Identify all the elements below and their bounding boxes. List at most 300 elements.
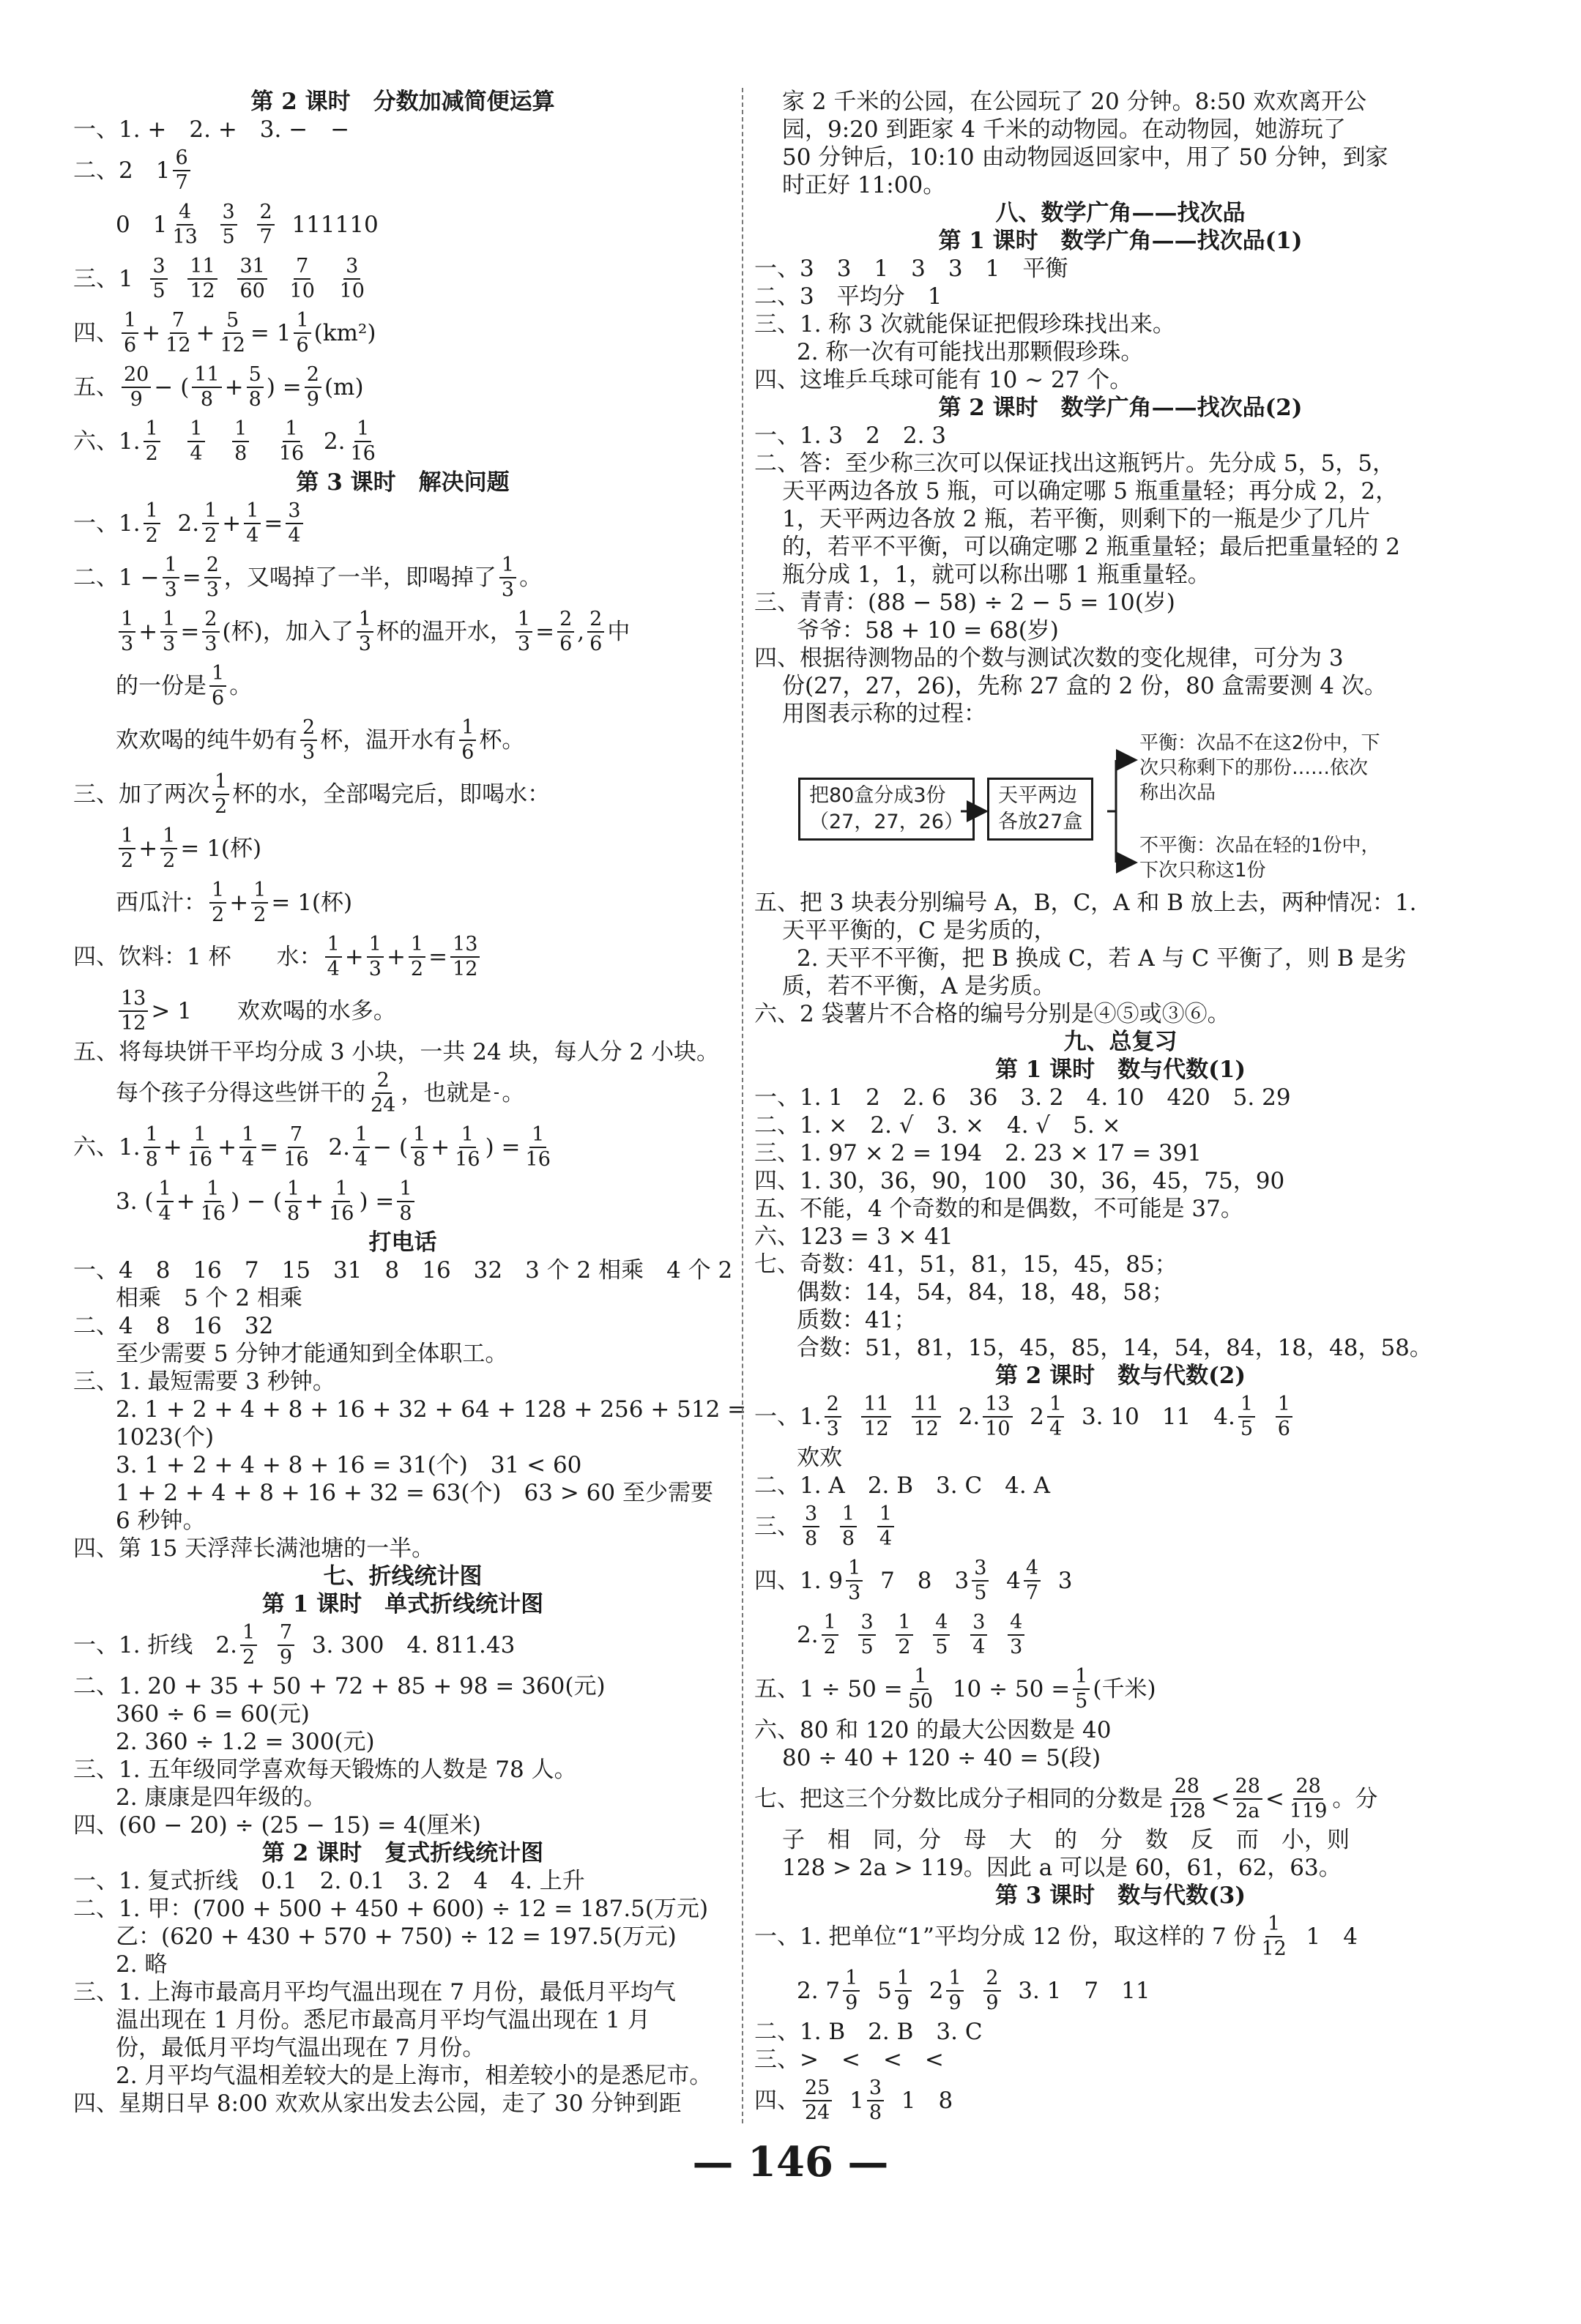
answer-line: 二、1 − $\frac{1}{3}$ = $\frac{2}{3}$ ，又喝掉了一半，即喝掉了 $\frac{1}{3}$ 。 xyxy=(73,554,543,601)
answer-text: ) = xyxy=(485,1134,521,1161)
answer-line xyxy=(73,144,732,198)
answer-text: 四、1. 9 xyxy=(754,1568,844,1594)
weighing-flowchart xyxy=(754,731,1487,884)
fraction xyxy=(232,417,249,466)
denominator: 7 xyxy=(259,226,272,248)
answer-text: 二、1 − xyxy=(73,565,160,591)
fraction xyxy=(557,608,574,656)
answer-text: 三、1 xyxy=(73,266,133,292)
numerator: 13 xyxy=(450,933,480,958)
fraction xyxy=(288,255,317,303)
answer-text: 四、饮料：1 杯 水： xyxy=(73,944,322,970)
denominator: 3 xyxy=(121,633,134,655)
section-heading xyxy=(754,199,1487,227)
numerator: 1 xyxy=(160,824,177,849)
fraction xyxy=(494,1092,499,1094)
fraction xyxy=(119,824,135,873)
denominator: 8 xyxy=(234,442,248,465)
denominator: 6 xyxy=(461,741,475,764)
flow-box-weigh: 天平两边 各放27盒 xyxy=(987,778,1093,841)
fraction xyxy=(163,309,193,357)
numerator: 3 xyxy=(858,1611,875,1636)
answer-line xyxy=(73,1256,732,1284)
denominator: 3 xyxy=(302,741,316,764)
answer-line xyxy=(754,1251,1487,1278)
answer-text: 四、第 15 天浮萍长满池塘的一半。 xyxy=(73,1535,435,1562)
numerator: 1 xyxy=(144,499,160,524)
denominator: 2 xyxy=(410,958,424,980)
answer-line xyxy=(754,477,1487,505)
denominator: 3 xyxy=(206,578,219,601)
numerator: 2 xyxy=(300,716,317,741)
answer-line xyxy=(754,1278,1487,1306)
answer-line xyxy=(754,672,1487,700)
denominator: 8 xyxy=(248,388,261,411)
fraction xyxy=(187,255,217,303)
denominator: 3 xyxy=(358,633,371,655)
fraction xyxy=(119,608,135,656)
answer-text: > 1 欢欢喝的水多。 xyxy=(151,998,396,1024)
fraction xyxy=(933,1611,950,1659)
section-heading xyxy=(73,1590,732,1618)
fraction xyxy=(822,1611,838,1659)
numerator: 1 xyxy=(294,309,310,334)
answer-text: 一、1. 把单位“1”平均分成 12 份，取这样的 7 份 xyxy=(754,1923,1257,1950)
numerator: 28 xyxy=(1172,1775,1202,1800)
answer-text: 份(27，27，26)，先称 27 盒的 2 份，80 盒需要测 4 次。 xyxy=(782,673,1387,699)
denominator: 13 xyxy=(172,226,198,248)
answer-text: (千米) xyxy=(1093,1676,1156,1702)
fraction xyxy=(1259,1913,1288,1961)
fraction xyxy=(353,1123,370,1172)
answer-line xyxy=(73,1618,732,1672)
numerator: 2 xyxy=(983,1967,1000,1992)
answer-text: 三、1. 97 × 2 = 194 2. 23 × 17 = 391 xyxy=(754,1140,1202,1166)
answer-text: 质，若不平衡，A 是劣质。 xyxy=(782,973,1056,999)
answer-text: 子 相 同，分 母 大 的 分 数 反 而 小，则 xyxy=(782,1827,1350,1853)
answer-line xyxy=(754,700,1487,728)
denominator: 4 xyxy=(288,524,301,547)
answer-text: 3. ( xyxy=(116,1188,154,1215)
answer-text: 3. 10 11 4. xyxy=(1081,1404,1235,1430)
answer-text: 乙：(620 + 430 + 570 + 750) ÷ 12 = 197.5(万元) xyxy=(116,1923,677,1950)
numerator: 1 xyxy=(516,608,532,633)
numerator: 11 xyxy=(187,255,217,280)
numerator: 1 xyxy=(240,1621,257,1646)
fraction xyxy=(144,1123,160,1172)
denominator: 60 xyxy=(239,280,265,302)
answer-text: 六、123 = 3 × 41 xyxy=(754,1224,953,1250)
answer-line xyxy=(73,2090,732,2118)
fraction xyxy=(187,417,204,466)
answer-text: (km²) xyxy=(313,320,376,346)
fraction xyxy=(983,1967,1000,2015)
answer-text: ) − ( xyxy=(231,1188,282,1215)
fraction xyxy=(220,201,237,249)
answer-line: 五、 $\frac{20}{9}$ − ( $\frac{11}{8}$ + $\frac{5}{8}$ ) = $\frac{2}{9}$ (m) xyxy=(73,363,364,411)
section-heading xyxy=(754,394,1487,422)
answer-text: 至少需要 5 分钟才能通知到全体职工。 xyxy=(116,1341,508,1367)
fraction xyxy=(803,1502,819,1551)
answer-text: 相乘 5 个 2 相乘 xyxy=(116,1285,303,1311)
denominator: 6 xyxy=(296,334,309,357)
answer-text: 一、1. xyxy=(754,1404,822,1430)
fraction xyxy=(150,255,167,303)
fraction xyxy=(367,933,384,981)
answer-line xyxy=(754,450,1487,477)
answer-text: 一、1. 3 2 2. 3 xyxy=(754,422,947,449)
answer-text: 128 > 2a > 119。因此 a 可以是 60，61，62，63。 xyxy=(782,1855,1342,1881)
answer-line: 每个孩子分得这些饼干的 $\frac{2}{24}$ ，也就是 。 xyxy=(116,1069,525,1117)
answer-text: 1 4 xyxy=(1306,1923,1358,1950)
fraction xyxy=(970,1611,987,1659)
denominator: 5 xyxy=(1240,1418,1254,1440)
denominator: 50 xyxy=(907,1690,934,1713)
answer-line xyxy=(73,2062,732,2090)
section-heading xyxy=(754,1882,1487,1910)
answer-line xyxy=(73,1479,732,1507)
numerator: 1 xyxy=(1265,1913,1282,1937)
numerator: 4 xyxy=(1024,1557,1041,1582)
heading-text: 第 2 课时 数与代数(2) xyxy=(994,1363,1246,1389)
numerator: 2 xyxy=(257,201,274,226)
fraction xyxy=(895,1967,912,2015)
fraction xyxy=(122,309,138,357)
answer-text: 三、> < < < xyxy=(754,2046,944,2073)
denominator: 5 xyxy=(1075,1690,1088,1713)
answer-line: 七、把这三个分数比成分子相同的分数是 $\frac{28}{128}$ < $\frac{28}{2a}$ < $\frac{28}{119}$ 。分 xyxy=(754,1775,1378,1822)
fraction xyxy=(912,1393,941,1441)
numerator: 3 xyxy=(150,255,167,280)
fraction xyxy=(1276,1393,1292,1441)
answer-text: 园，9:20 到距家 4 千米的动物园。在动物园，她游玩了 xyxy=(782,116,1346,143)
answer-text: 六、2 袋薯片不合格的编号分别是④⑤或③⑥。 xyxy=(754,1001,1230,1027)
answer-text: 家 2 千米的公园，在公园玩了 20 分钟。8:50 欢欢离开公 xyxy=(782,89,1367,115)
answer-text: 三、1. 五年级同学喜欢每天锻炼的人数是 78 人。 xyxy=(73,1757,577,1783)
answer-line xyxy=(73,1728,732,1756)
answer-line xyxy=(73,767,732,822)
denominator: 6 xyxy=(1277,1418,1290,1440)
answer-text: 7 8 3 xyxy=(880,1568,970,1594)
answer-line xyxy=(754,1910,1487,1964)
answer-line xyxy=(73,1895,732,1923)
denominator: 9 xyxy=(948,1992,961,2014)
denominator: 8 xyxy=(145,1148,158,1171)
fraction xyxy=(1024,1557,1041,1605)
answer-line xyxy=(754,1854,1487,1882)
numerator: 1 xyxy=(333,1177,350,1202)
answer-text: 时正好 11:00。 xyxy=(782,172,946,198)
answer-line xyxy=(754,283,1487,310)
numerator: 1 xyxy=(840,1502,857,1527)
fraction xyxy=(305,363,321,411)
fraction xyxy=(240,1621,257,1669)
answer-text: 七、把这三个分数比成分子相同的分数是 xyxy=(754,1786,1163,1812)
numerator: 7 xyxy=(278,1621,294,1646)
answer-line xyxy=(754,2018,1487,2046)
denominator: 6 xyxy=(212,687,225,710)
answer-line xyxy=(754,2046,1487,2074)
denominator: 12 xyxy=(863,1418,889,1440)
numerator: 13 xyxy=(119,987,148,1012)
numerator: 1 xyxy=(877,1502,894,1527)
answer-line xyxy=(754,505,1487,533)
answer-text: = 1(杯) xyxy=(271,890,353,916)
answer-line xyxy=(73,1700,732,1728)
answer-line xyxy=(73,2006,732,2034)
answer-text: 用图表示称的过程： xyxy=(782,701,986,727)
answer-line xyxy=(754,1744,1487,1772)
denominator: 3 xyxy=(501,578,515,601)
fraction xyxy=(285,1177,302,1226)
numerator: 13 xyxy=(983,1393,1012,1418)
answer-text: 3. 1 + 2 + 4 + 8 + 16 = 31(个) 31 < 60 xyxy=(116,1452,582,1478)
numerator: 2 xyxy=(587,608,604,633)
numerator: 28 xyxy=(1233,1775,1262,1800)
fraction xyxy=(877,1502,894,1551)
heading-text: 第 2 课时 复式折线统计图 xyxy=(261,1840,544,1866)
answer-text: 份，最低月平均气温出现在 7 月份。 xyxy=(116,2035,486,2061)
numerator: 1 xyxy=(232,417,249,442)
answer-text: 七、奇数：41，51，81，15，45，85； xyxy=(754,1251,1178,1278)
answer-text: 杯的水，全部喝完后，即喝水： xyxy=(232,781,551,808)
answer-text: 一、1. xyxy=(73,510,141,537)
answer-text: 2. 360 ÷ 1.2 = 300(元) xyxy=(116,1729,375,1755)
fraction xyxy=(867,2077,884,2125)
numerator: 1 xyxy=(251,879,268,904)
answer-line xyxy=(754,533,1487,561)
denominator: 4 xyxy=(246,524,259,547)
section-heading xyxy=(73,1229,732,1256)
numerator: 1 xyxy=(1047,1393,1064,1418)
denominator: 12 xyxy=(453,958,478,980)
answer-text: 3 xyxy=(1057,1568,1073,1594)
answer-line xyxy=(754,561,1487,589)
answer-text: 合数：51，81，15，45，85，14，54，84，18，48，58。 xyxy=(797,1335,1432,1361)
answer-line xyxy=(73,1507,732,1535)
section-heading xyxy=(73,1839,732,1867)
numerator xyxy=(494,1092,499,1094)
heading-text: 第 3 课时 数与代数(3) xyxy=(994,1882,1246,1909)
answer-line xyxy=(754,1444,1487,1472)
denominator: 6 xyxy=(559,633,573,655)
numerator: 2 xyxy=(305,363,321,388)
answer-text: 二、4 8 16 32 xyxy=(73,1313,274,1339)
answer-text: 1 + 2 + 4 + 8 + 16 + 32 = 63(个) 63 > 60 至少需要 xyxy=(116,1480,713,1506)
denominator: 3 xyxy=(204,633,217,655)
answer-text: 2 xyxy=(1030,1404,1045,1430)
denominator: 8 xyxy=(868,2101,882,2124)
answer-line xyxy=(73,2034,732,2062)
denominator: 10 xyxy=(985,1418,1011,1440)
numerator: 1 xyxy=(499,554,516,578)
denominator: 7 xyxy=(1025,1582,1039,1604)
numerator: 1 xyxy=(896,1611,912,1636)
denominator: 10 xyxy=(289,280,315,302)
fraction xyxy=(858,1611,875,1659)
answer-text: 三、1. 上海市最高月平均气温出现在 7 月份，最低月平均气 xyxy=(73,1979,676,2005)
fraction xyxy=(348,417,377,466)
answer-line xyxy=(754,171,1487,199)
answer-line xyxy=(754,1826,1487,1854)
numerator: 3 xyxy=(803,1502,819,1527)
fraction xyxy=(185,1123,215,1172)
denominator: 6 xyxy=(589,633,603,655)
numerator: 1 xyxy=(1276,1393,1292,1418)
answer-text: 五、 xyxy=(73,374,119,401)
fraction xyxy=(212,770,229,819)
denominator: 8 xyxy=(805,1527,818,1550)
answer-line xyxy=(754,1084,1487,1111)
answer-text: 杯。 xyxy=(479,727,525,753)
answer-text: 2. xyxy=(177,510,200,537)
answer-text: 1 xyxy=(849,2087,864,2114)
answer-text: 四、(60 − 20) ÷ (25 − 15) = 4(厘米) xyxy=(73,1812,481,1839)
numerator: 5 xyxy=(224,309,241,334)
fraction xyxy=(453,1123,482,1172)
denominator: 16 xyxy=(278,442,305,465)
denominator: 2 xyxy=(242,1646,256,1669)
answer-text: 4 xyxy=(1006,1568,1021,1594)
answer-text: 五、不能，4 个奇数的和是偶数，不可能是 37。 xyxy=(754,1196,1243,1222)
fraction xyxy=(499,554,516,602)
answer-line xyxy=(754,1139,1487,1167)
fraction xyxy=(1233,1775,1262,1823)
answer-text: 六、1. xyxy=(73,1134,141,1161)
answer-line xyxy=(754,1554,1487,1608)
numerator: 2 xyxy=(825,1393,841,1418)
answer-line xyxy=(73,252,732,306)
answer-line xyxy=(73,198,732,252)
numerator: 3 xyxy=(867,2077,884,2101)
numerator: 1 xyxy=(822,1611,838,1636)
answer-line xyxy=(754,889,1487,917)
answer-line xyxy=(754,617,1487,644)
denominator: 16 xyxy=(187,1148,213,1171)
answer-line xyxy=(754,1472,1487,1500)
answer-text: 四、根据待测物品的个数与测试次数的变化规律，可分为 3 xyxy=(754,645,1344,671)
answer-text: 2. 天平不平衡，把 B 换成 C，若 A 与 C 平衡了，则 B 是劣 xyxy=(797,945,1407,972)
denominator: 9 xyxy=(279,1646,293,1669)
answer-line xyxy=(73,1867,732,1895)
left-column xyxy=(73,88,747,2118)
numerator: 3 xyxy=(343,255,360,280)
answer-line xyxy=(73,1038,732,1066)
denominator: 16 xyxy=(350,442,376,465)
numerator: 20 xyxy=(122,363,151,388)
answer-text: 2 xyxy=(929,1978,944,2004)
fraction xyxy=(524,1123,553,1172)
answer-line: $\frac{1}{3}$ + $\frac{1}{3}$ = $\frac{2}{3}$ (杯)，加入了 $\frac{1}{3}$ 杯的温开水， $\frac{1}{3}$ = $\frac{2}{6}$ , $\frac{2}{6}$ 中 xyxy=(73,605,732,659)
denominator: 2 xyxy=(212,904,225,926)
denominator: 4 xyxy=(242,1148,255,1171)
answer-text: 10 ÷ 50 = xyxy=(952,1676,1071,1702)
heading-text: 七、折线统计图 xyxy=(323,1563,483,1590)
denominator: 2 xyxy=(215,795,228,818)
fraction xyxy=(144,417,160,466)
numerator: 1 xyxy=(325,933,342,958)
fraction xyxy=(239,1123,256,1172)
answer-text: 2. 月平均气温相差较大的是上海市，相差较小的是悉尼市。 xyxy=(116,2063,713,2089)
answer-text: 的，若平不平衡，可以确定哪 2 瓶重量轻；最后把重量轻的 2 xyxy=(782,534,1401,560)
answer-line xyxy=(73,1978,732,2006)
numerator: 7 xyxy=(288,1123,305,1148)
answer-text: ) = xyxy=(359,1188,395,1215)
answer-text: (杯)，加入了 xyxy=(222,619,354,645)
fraction xyxy=(122,363,151,411)
section-heading xyxy=(754,1362,1487,1390)
answer-text: 1 8 xyxy=(901,2087,953,2114)
answer-line xyxy=(754,1964,1487,2018)
section-heading xyxy=(754,1056,1487,1084)
denominator: 16 xyxy=(525,1148,551,1171)
answer-line xyxy=(73,984,732,1038)
answer-line: 六、1. $\frac{1}{8}$ + $\frac{1}{16}$ + $\frac{1}{4}$ = $\frac{7}{16}$ 2. $\frac{1}{4}$ − ( $\frac{1}{8}$ + $\frac{1}{16}$ ) = $\frac{1}{16}$ xyxy=(73,1120,732,1174)
numerator: 1 xyxy=(529,1123,546,1148)
answer-line xyxy=(754,144,1487,171)
answer-text: − ( xyxy=(373,1134,409,1161)
fraction xyxy=(218,309,248,357)
denominator: 8 xyxy=(841,1527,855,1550)
fraction xyxy=(587,608,604,656)
answer-line xyxy=(73,1368,732,1396)
answer-text: 3. 300 4. 811.43 xyxy=(311,1632,516,1658)
answer-text: 三、1. 称 3 次就能保证把假珍珠找出来。 xyxy=(754,311,1175,338)
denominator: 2 xyxy=(204,524,217,547)
answer-text: = 1(杯) xyxy=(180,835,262,862)
numerator: 1 xyxy=(144,417,160,442)
answer-text: 瓶分成 1，1，就可以称出哪 1 瓶重量轻。 xyxy=(782,562,1210,588)
answer-text: 爷爷：58 + 10 = 68(岁) xyxy=(797,617,1059,644)
flow-box-split: 把80盒分成3份 （27，27，26） xyxy=(798,778,975,841)
column-divider xyxy=(742,88,745,2123)
fraction xyxy=(198,1177,228,1226)
answer-text: 质数：41； xyxy=(797,1307,917,1333)
answer-text: 欢欢喝的纯牛奶有 xyxy=(116,727,297,753)
answer-text: 四、1. 30，36，90，100 30，36，45，75，90 xyxy=(754,1168,1285,1194)
fraction xyxy=(896,1611,912,1659)
fraction xyxy=(119,987,148,1035)
answer-text: ) = xyxy=(266,374,302,401)
answer-text: 3. 1 7 11 xyxy=(1018,1978,1150,2004)
numerator: 31 xyxy=(237,255,267,280)
answer-line xyxy=(754,1500,1487,1554)
numerator: 1 xyxy=(244,499,261,524)
numerator: 1 xyxy=(357,608,373,633)
numerator: 1 xyxy=(144,1123,160,1148)
answer-line xyxy=(73,1784,732,1811)
answer-text: 二、3 平均分 1 xyxy=(754,283,942,310)
answer-text: 温出现在 1 月份。悉尼市最高月平均气温出现在 1 月 xyxy=(116,2007,650,2033)
answer-text: 的一份是 xyxy=(116,673,207,699)
answer-text: ，又喝掉了一半，即喝掉了 xyxy=(223,565,496,591)
numerator: 1 xyxy=(946,1967,963,1992)
fraction xyxy=(170,201,199,249)
answer-text: 一、1. + 2. + 3. − − xyxy=(73,116,350,143)
fraction xyxy=(202,499,219,548)
answer-line xyxy=(754,2074,1487,2128)
denominator: 2 xyxy=(121,849,134,872)
answer-text: 一、4 8 16 7 15 31 8 16 32 3 个 2 相乘 4 个 2 xyxy=(73,1257,733,1284)
answer-text: 天平两边各放 5 瓶，可以确定哪 5 瓶重量轻；再分成 2，2， xyxy=(782,478,1399,504)
answer-text: 杯的温开水， xyxy=(376,619,513,645)
fraction xyxy=(516,608,532,656)
fraction xyxy=(300,716,317,764)
denominator: 3 xyxy=(517,633,531,655)
fraction xyxy=(450,933,480,981)
fraction xyxy=(325,933,342,981)
numerator: 4 xyxy=(933,1611,950,1636)
